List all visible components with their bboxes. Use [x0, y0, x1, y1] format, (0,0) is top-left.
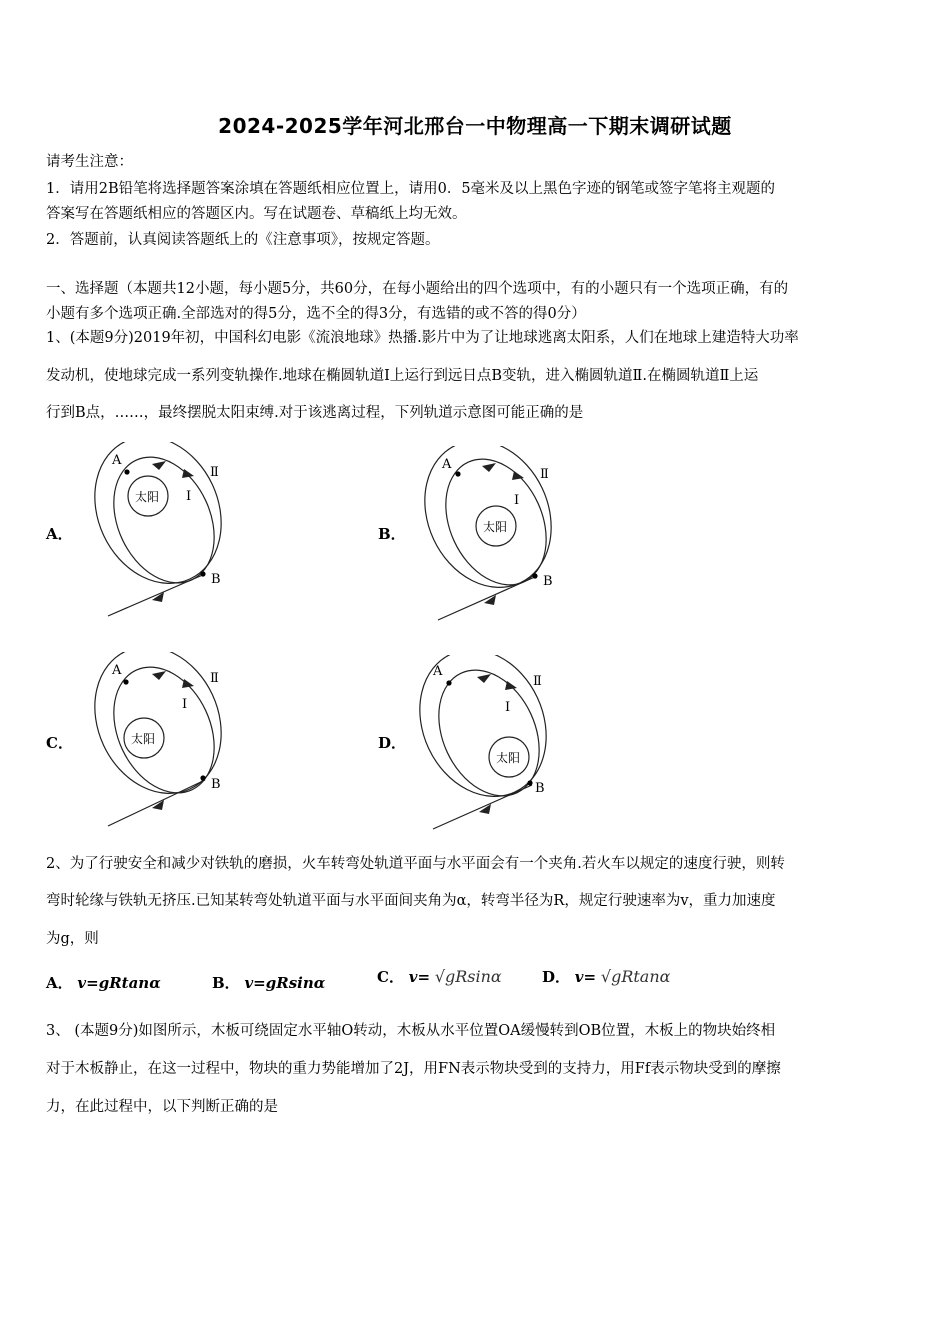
- orbit-ii-label: Ⅱ: [533, 674, 542, 689]
- arrow-icon: [152, 671, 166, 680]
- point-a-label: A: [112, 453, 122, 468]
- point-b-label: B: [211, 777, 221, 792]
- point-b-dot: [527, 780, 532, 785]
- point-b-label: B: [211, 572, 221, 587]
- arrow-icon: [477, 674, 491, 683]
- q1-option-a-label: A．: [46, 525, 73, 543]
- q2-line3: 为g，则: [46, 931, 99, 947]
- orbit-i-label: Ⅰ: [514, 493, 520, 508]
- arrow-icon: [152, 800, 164, 810]
- point-b-label: B: [535, 781, 545, 796]
- q2-option-b-label: B．: [212, 974, 240, 992]
- sun-label: 太阳: [135, 490, 160, 504]
- escape-trajectory: [108, 574, 205, 616]
- point-b-dot: [200, 775, 205, 780]
- q2-option-c: [377, 966, 502, 987]
- q1-option-d-label: D．: [378, 734, 407, 752]
- point-b-dot: [532, 573, 537, 578]
- orbit-i-label: Ⅰ: [186, 489, 192, 504]
- notice-item1-line2: 答案写在答题纸相应的答题区内。写在试题卷、草稿纸上均无效。: [46, 206, 467, 222]
- point-b-dot: [200, 571, 205, 576]
- q1-option-b-label: B．: [378, 525, 406, 543]
- q2-option-d-expr: v=: [574, 968, 597, 986]
- point-b-label: B: [543, 574, 553, 589]
- section1-line2: 小题有多个选项正确.全部选对的得5分，选不全的得3分，有选错的或不答的得0分）: [46, 306, 586, 322]
- orbit-diagram-c: [90, 652, 240, 834]
- q2-option-c-root: √gRsinα: [434, 967, 502, 986]
- escape-trajectory: [433, 785, 532, 829]
- notice-heading: 请考生注意：: [46, 154, 133, 170]
- orbit-diagram-b: [420, 446, 570, 628]
- point-a-dot: [124, 469, 129, 474]
- orbit-diagram-a: [90, 442, 240, 624]
- arrow-icon: [152, 592, 164, 602]
- orbit-ii-label: Ⅱ: [210, 671, 219, 686]
- q2-option-a: [46, 972, 161, 993]
- sun-label: 太阳: [131, 732, 156, 746]
- escape-trajectory: [438, 576, 537, 620]
- arrow-icon: [182, 679, 194, 688]
- orbit-ii-label: Ⅱ: [540, 467, 549, 482]
- q2-option-c-label: C．: [377, 968, 404, 986]
- q2-line2: 弯时轮缘与铁轨无挤压.已知某转弯处轨道平面与水平面间夹角为α，转弯半径为R，规定行驶速率为v，重力加速度: [46, 893, 776, 909]
- sun-label: 太阳: [483, 520, 508, 534]
- notice-item1-line1: 1．请用2B铅笔将选择题答案涂填在答题纸相应位置上，请用0．5毫米及以上黑色字迹的钢笔或签字笔将主观题的: [46, 181, 776, 197]
- q2-option-b: [212, 972, 325, 993]
- q2-line1: 2、为了行驶安全和减少对铁轨的磨损，火车转弯处轨道平面与水平面会有一个夹角.若火车以规定的速度行驶，则转: [46, 856, 785, 872]
- q3-line3: 力，在此过程中，以下判断正确的是: [46, 1099, 278, 1115]
- q2-option-a-expr: v=gRtanα: [77, 974, 161, 992]
- arrow-icon: [182, 469, 194, 478]
- q1-line3: 行到B点，……，最终摆脱太阳束缚.对于该逃离过程，下列轨道示意图可能正确的是: [46, 405, 584, 421]
- notice-item2: 2．答题前，认真阅读答题纸上的《注意事项》，按规定答题。: [46, 232, 440, 248]
- point-a-label: A: [433, 664, 443, 679]
- orbit-diagram-d: [415, 655, 565, 837]
- q3-line2: 对于木板静止，在这一过程中，物块的重力势能增加了2J，用FN表示物块受到的支持力，用Ff表示物块受到的摩擦: [46, 1061, 781, 1077]
- arrow-icon: [482, 463, 496, 472]
- orbit-i-label: Ⅰ: [505, 700, 511, 715]
- q2-option-a-label: A．: [46, 974, 73, 992]
- page-title: 2024-2025学年河北邢台一中物理高一下期末调研试题: [218, 114, 732, 138]
- point-a-dot: [123, 679, 128, 684]
- q2-option-d: [542, 966, 670, 987]
- point-a-dot: [446, 680, 451, 685]
- q3-line1: 3、 (本题9分)如图所示，木板可绕固定水平轴O转动，木板从水平位置OA缓慢转到OB位置，木板上的物块始终相: [46, 1023, 776, 1039]
- orbit-i-label: Ⅰ: [182, 697, 188, 712]
- arrow-icon: [152, 461, 166, 470]
- arrow-icon: [505, 681, 517, 690]
- point-a-label: A: [442, 457, 452, 472]
- q2-option-d-label: D．: [542, 968, 571, 986]
- orbit-ii-label: Ⅱ: [210, 465, 219, 480]
- sun-label: 太阳: [496, 751, 521, 765]
- section1-line1: 一、选择题（本题共12小题，每小题5分，共60分，在每小题给出的四个选项中，有的小题只有一个选项正确，有的: [46, 281, 789, 297]
- q2-option-c-expr: v=: [408, 968, 431, 986]
- point-a-label: A: [112, 663, 122, 678]
- point-a-dot: [455, 471, 460, 476]
- q2-option-b-expr: v=gRsinα: [244, 974, 326, 992]
- q1-line1: 1、(本题9分)2019年初，中国科幻电影《流浪地球》热播.影片中为了让地球逃离太阳系，人们在地球上建造特大功率: [46, 330, 799, 346]
- q2-option-d-root: √gRtanα: [600, 967, 671, 986]
- q1-line2: 发动机，使地球完成一系列变轨操作.地球在椭圆轨道Ⅰ上运行到远日点B变轨，进入椭圆轨道Ⅱ.在椭圆轨道Ⅱ上运: [46, 368, 759, 384]
- q1-option-c-label: C．: [46, 734, 73, 752]
